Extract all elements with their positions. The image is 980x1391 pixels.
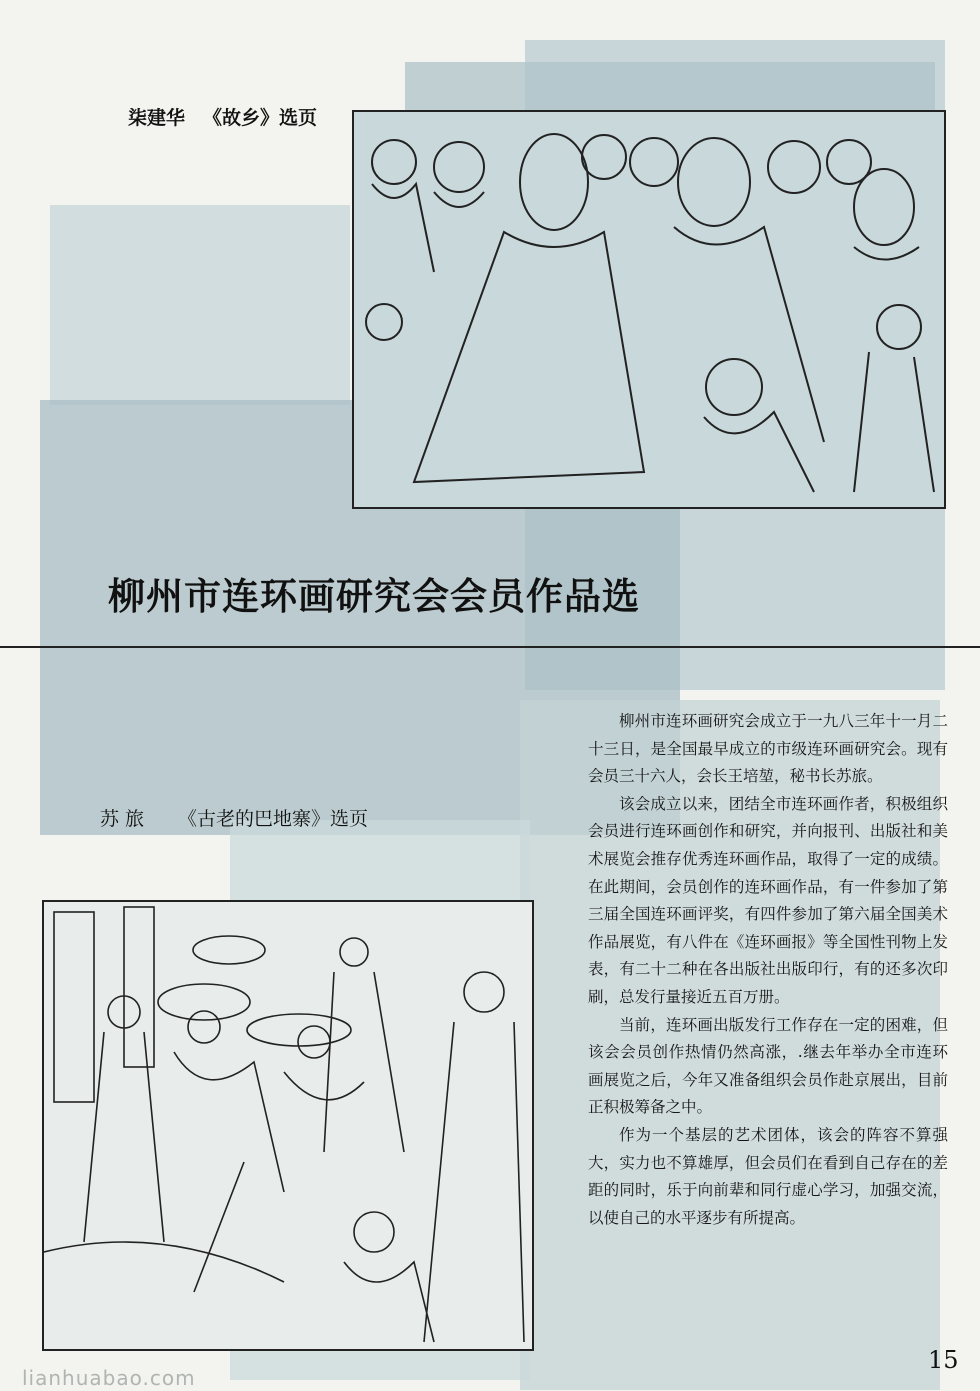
article-paragraph: 该会成立以来，团结全市连环画作者，积极组织会员进行连环画创作和研究，并向报刊、出版社和美术展览会推存优秀连环画作品，取得了一定的成绩。在此期间，会员创作的连环画作品，有一件参加了第三届全国连环画评奖，有四件参加了第六届全国美术作品展览，有八件在《连环画报》等全国性刊物上发表，有二十二种在各出版社出版印行，有的还多次印刷，总发行量接近五百万册。 [588, 794, 948, 1006]
crowd-illustration [354, 112, 944, 507]
top-illustration [352, 110, 946, 509]
watermark: lianhuabao.com [22, 1366, 196, 1390]
bottom-credit-author: 苏 旅 [100, 808, 145, 830]
top-illustration-credit [128, 103, 317, 130]
top-credit-author: 柒建华 [128, 107, 186, 129]
village-illustration [44, 902, 532, 1349]
page-title: 柳州市连环画研究会会员作品选 [108, 575, 640, 618]
top-credit-work: 《故乡》选页 [203, 107, 318, 129]
article-paragraph: 当前，连环画出版发行工作存在一定的困难，但该会会员创作热情仍然高涨，.继去年举办全市连环画展览之后，今年又准备组织会员作赴京展出，目前正积极筹备之中。 [588, 1015, 948, 1117]
bottom-illustration [42, 900, 534, 1351]
article-paragraph: 作为一个基层的艺术团体，该会的阵容不算强大，实力也不算雄厚，但会员们在看到自己存在的差距的同时，乐于向前辈和同行虚心学习，加强交流，以使自己的水平逐步有所提高。 [588, 1125, 948, 1227]
page-number: 15 [928, 1346, 959, 1374]
background-block [50, 205, 350, 405]
bottom-illustration-credit [100, 804, 368, 831]
article-body [588, 708, 948, 1232]
title-divider [0, 646, 980, 648]
article-paragraph: 柳州市连环画研究会成立于一九八三年十一月二十三日，是全国最早成立的市级连环画研究会。现有会员三十六人，会长王培堃，秘书长苏旅。 [588, 712, 948, 786]
bottom-credit-work: 《古老的巴地寨》选页 [178, 808, 369, 830]
